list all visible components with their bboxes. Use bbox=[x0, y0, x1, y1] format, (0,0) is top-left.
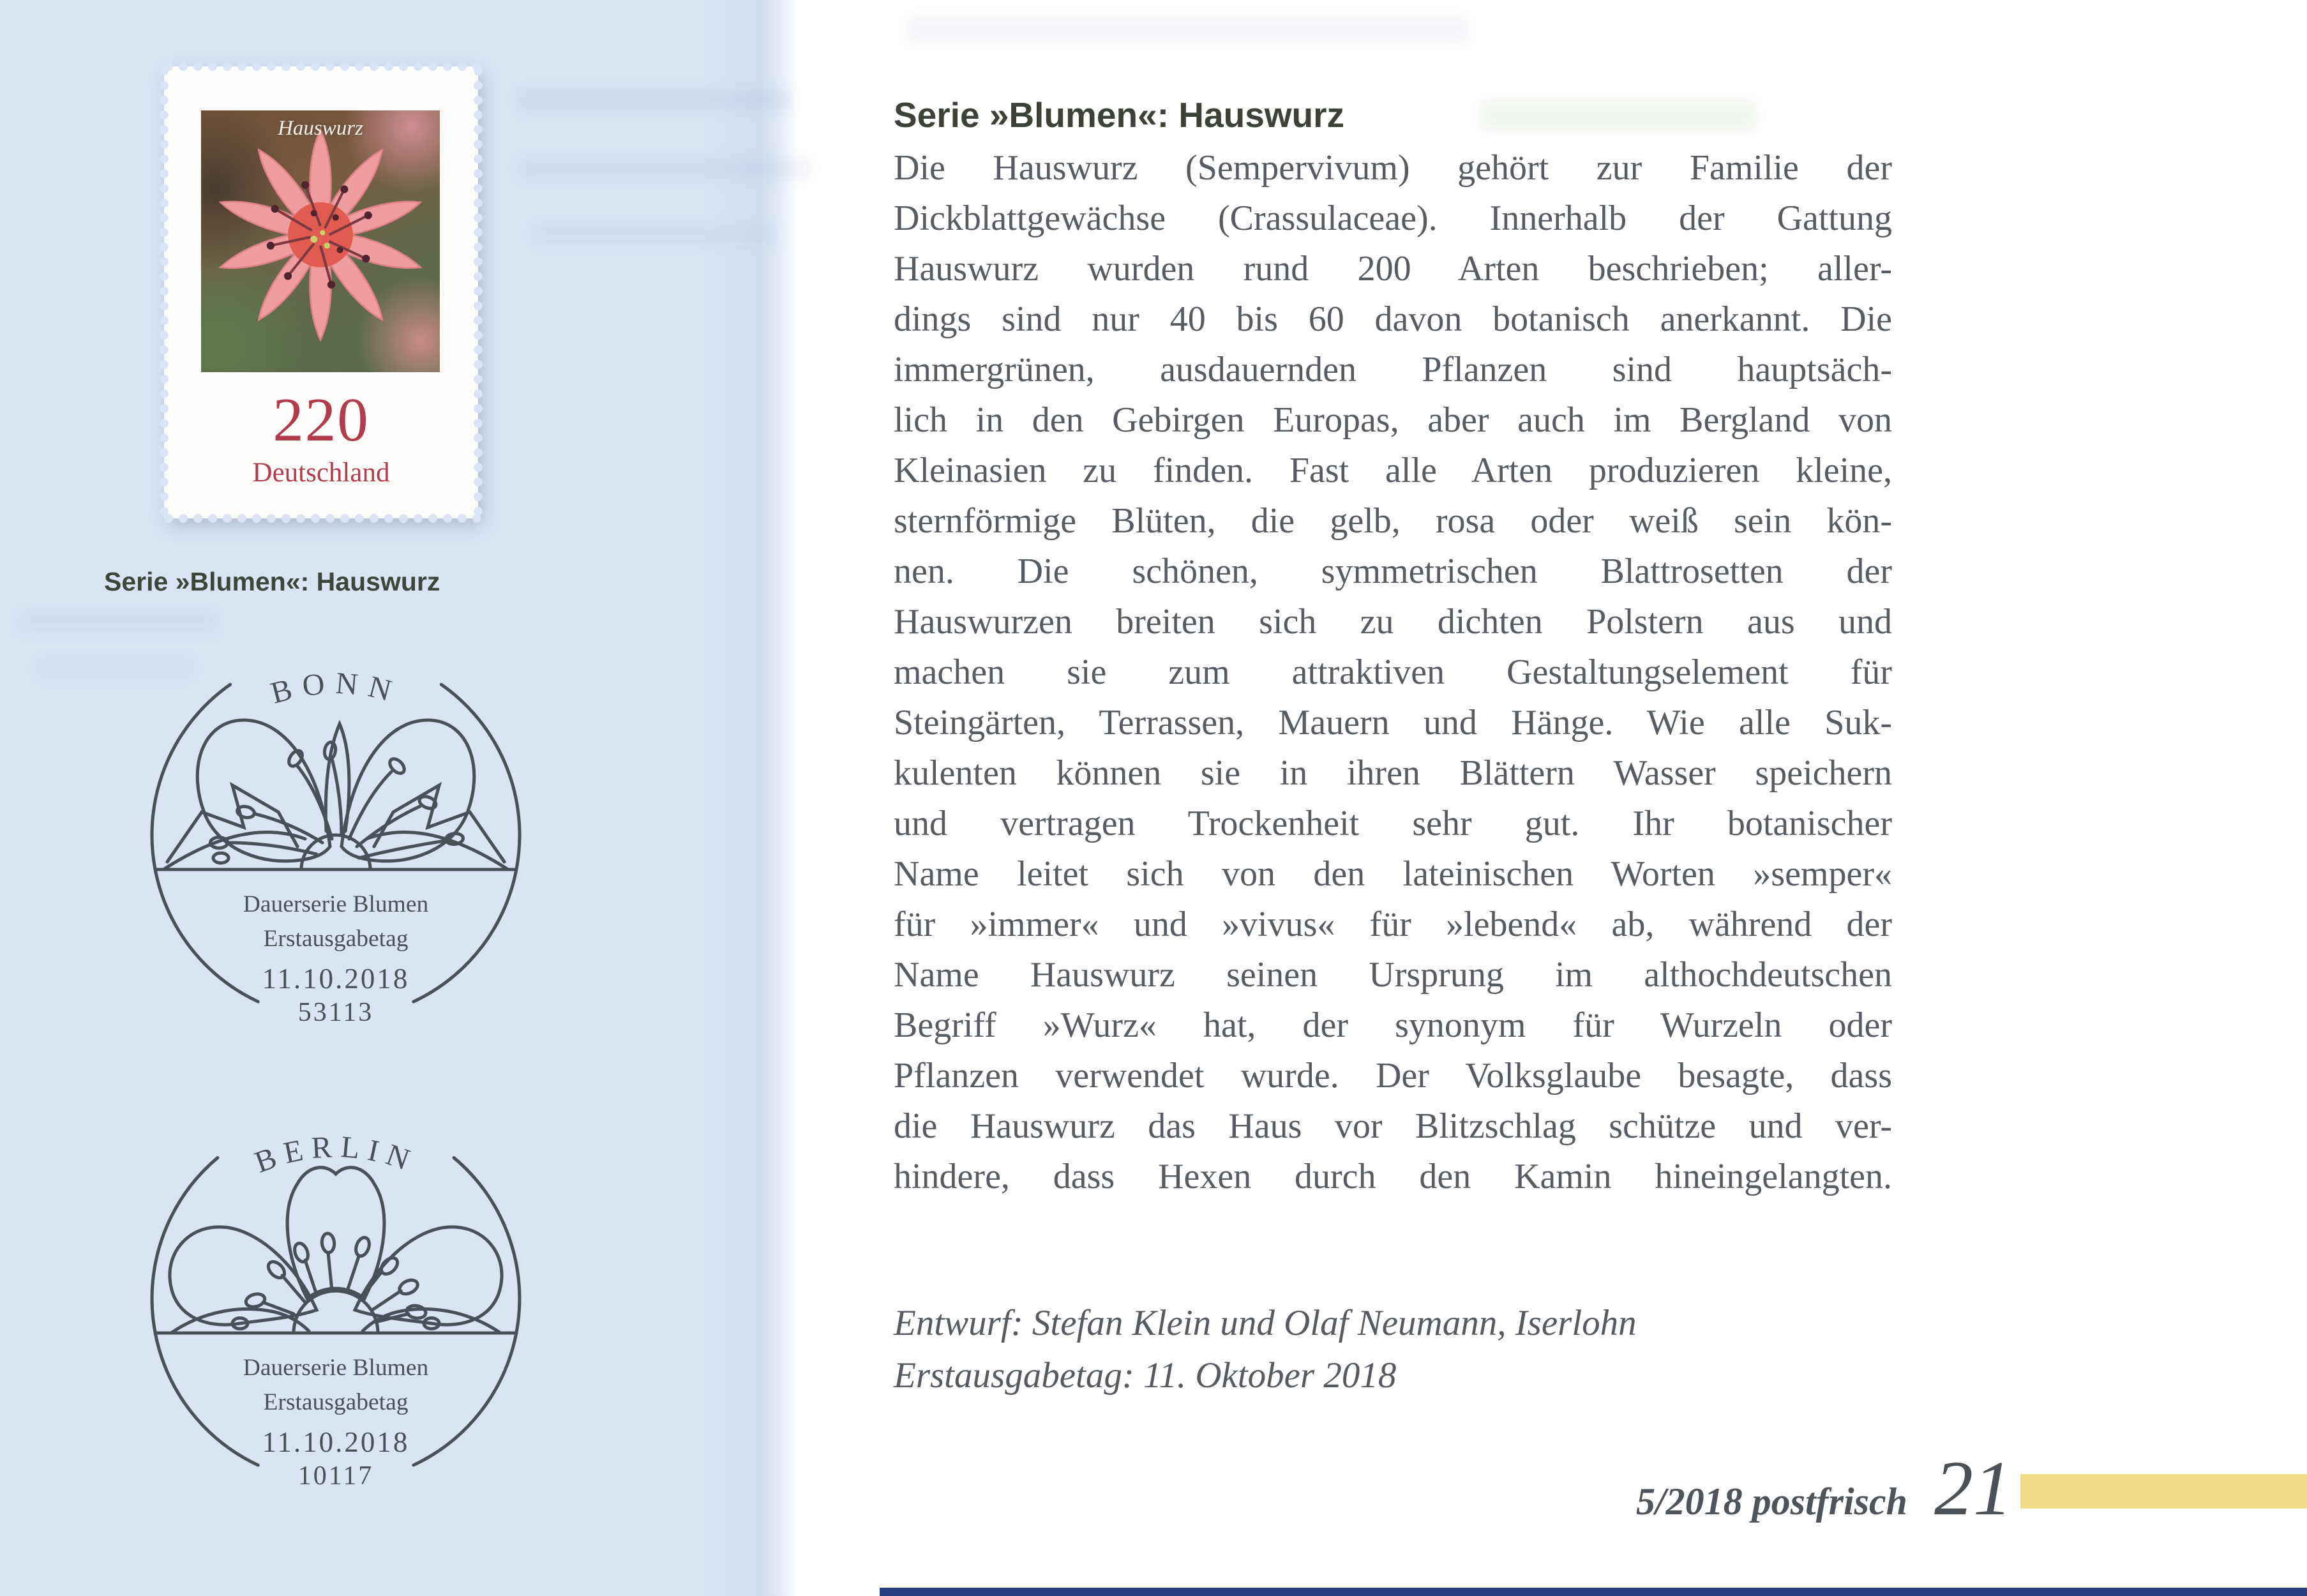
postage-stamp bbox=[164, 66, 478, 518]
body-line: Hauswurzen breiten sich zu dichten Polstern aus und bbox=[894, 602, 1892, 642]
body-line: Dickblattgewächse (Crassulaceae). Innerhalb der Gattung bbox=[894, 199, 1892, 238]
body-line: Name leitet sich von den lateinischen Worten »semper« bbox=[894, 854, 1892, 894]
stamp-flower-photo bbox=[201, 110, 440, 372]
page-footer bbox=[1636, 1444, 2012, 1533]
body-line: machen sie zum attraktiven Gestaltungselement für bbox=[894, 652, 1892, 692]
postmark-bonn bbox=[144, 644, 527, 1027]
body-line: Pflanzen verwendet wurde. Der Volksglaube besagte, dass bbox=[894, 1056, 1892, 1095]
bleed-through bbox=[906, 17, 1468, 42]
stamp-motif-label: Hauswurz bbox=[278, 117, 363, 140]
body-line: Name Hauswurz seinen Ursprung im althochdeutschen bbox=[894, 955, 1892, 995]
postmark-series-line: Dauerserie Blumen bbox=[243, 891, 429, 917]
article-body bbox=[894, 143, 1892, 1202]
body-line: dings sind nur 40 bis 60 davon botanisch anerkannt. Die bbox=[894, 299, 1892, 339]
body-line: Steingärten, Terrassen, Mauern und Hänge. Wie alle Suk- bbox=[894, 703, 1892, 742]
body-line: kulenten können sie in ihren Blättern Wasser speichern bbox=[894, 753, 1892, 793]
credit-designer: Entwurf: Stefan Klein und Olaf Neumann, Iserlohn bbox=[894, 1303, 1637, 1343]
stamp-face-value: 220 bbox=[273, 386, 370, 454]
body-line: Hauswurz wurden rund 200 Arten beschrieben; aller- bbox=[894, 249, 1892, 289]
bleed-through bbox=[1481, 101, 1755, 130]
postmark-postal-code: 10117 bbox=[297, 1461, 374, 1490]
magazine-issue-label: 5/2018 postfrisch bbox=[1635, 1480, 1907, 1523]
body-line: sternförmige Blüten, die gelb, rosa oder weiß sein kön- bbox=[894, 501, 1892, 541]
postmark-date: 11.10.2018 bbox=[262, 963, 410, 995]
stamp-perforation-bottom bbox=[162, 513, 481, 523]
body-line: hindere, dass Hexen durch den Kamin hineingelangten. bbox=[894, 1157, 1892, 1196]
body-line: die Hauswurz das Haus vor Blitzschlag schütze und ver- bbox=[894, 1106, 1892, 1146]
postmark-berlin bbox=[144, 1107, 527, 1490]
stamp-caption: Serie »Blumen«: Hauswurz bbox=[104, 567, 440, 596]
postmark-city: BONN bbox=[267, 666, 405, 711]
credit-issue-date: Erstausgabetag: 11. Oktober 2018 bbox=[894, 1355, 1397, 1396]
body-line: Die Hauswurz (Sempervivum) gehört zur Familie der bbox=[894, 148, 1892, 188]
article-heading: Serie »Blumen«: Hauswurz bbox=[894, 95, 1345, 135]
postmark-issue-line: Erstausgabetag bbox=[263, 1389, 409, 1415]
postmark-issue-line: Erstausgabetag bbox=[263, 926, 409, 952]
body-line: lich in den Gebirgen Europas, aber auch im Bergland von bbox=[894, 400, 1892, 440]
postmark-series-line: Dauerserie Blumen bbox=[243, 1355, 429, 1381]
body-line: für »immer« und »vivus« für »lebend« ab, während der bbox=[894, 905, 1892, 944]
bottom-edge-strip bbox=[880, 1588, 2307, 1596]
flower-illustration bbox=[212, 126, 429, 356]
stamp-perforation-top bbox=[162, 61, 481, 72]
body-line: Begriff »Wurz« hat, der synonym für Wurzeln oder bbox=[894, 1005, 1892, 1045]
stamp-country: Deutschland bbox=[252, 458, 390, 488]
footer-accent-bar bbox=[2020, 1474, 2307, 1509]
postmark-city: BERLIN bbox=[250, 1129, 421, 1180]
postmark-postal-code: 53113 bbox=[297, 998, 374, 1027]
body-line: immergrünen, ausdauernden Pflanzen sind hauptsäch- bbox=[894, 350, 1892, 389]
body-line: Kleinasien zu finden. Fast alle Arten produzieren kleine, bbox=[894, 451, 1892, 490]
postmark-date: 11.10.2018 bbox=[262, 1426, 410, 1458]
body-line: nen. Die schönen, symmetrischen Blattrosetten der bbox=[894, 552, 1892, 591]
body-line: und vertragen Trockenheit sehr gut. Ihr botanischer bbox=[894, 804, 1892, 843]
page-number: 21 bbox=[1934, 1445, 2012, 1532]
article-credits bbox=[894, 1297, 1637, 1402]
